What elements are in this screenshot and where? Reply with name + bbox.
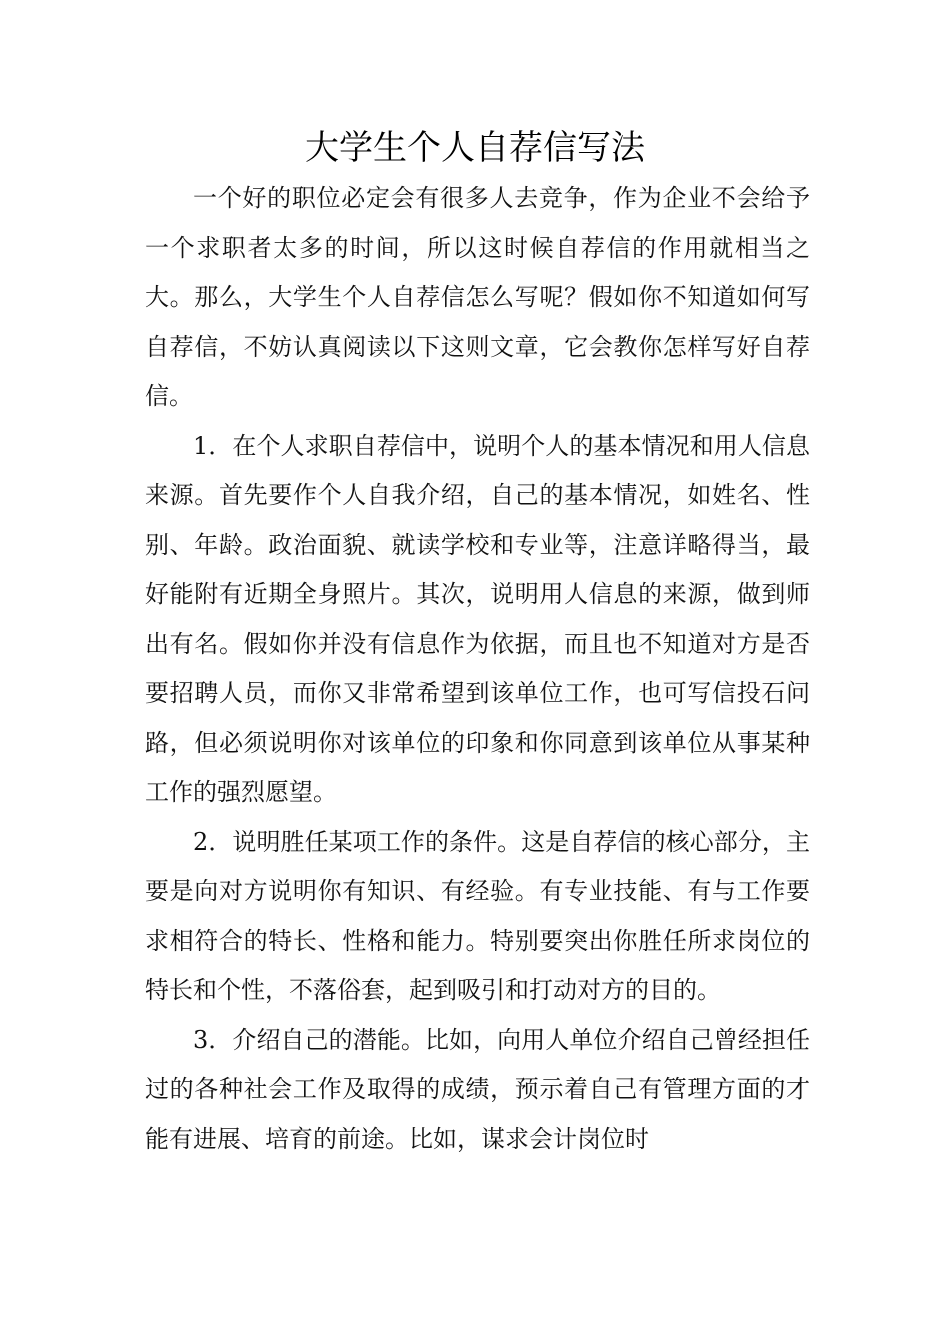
paragraph-point-2: 2．说明胜任某项工作的条件。这是自荐信的核心部分，主要是向对方说明你有知识、有经验。有专业技能、有与工作要求相符合的特长、性格和能力。特别要突出你胜任所求岗位的特长和个性，不落俗套，起到吸引和打动对方的目的。 — [145, 827, 810, 1004]
document-title: 大学生个人自荐信写法 — [305, 128, 645, 168]
paragraph-point-1: 1．在个人求职自荐信中，说明个人的基本情况和用人信息来源。首先要作个人自我介绍，自己的基本情况，如姓名、性别、年龄。政治面貌、就读学校和专业等，注意详略得当，最好能附有近期全身照片。其次，说明用人信息的来源，做到师出有名。假如你并没有信息作为依据，而且也不知道对方是否要招聘人员，而你又非常希望到该单位工作，也可写信投石问路，但必须说明你对该单位的印象和你同意到该单位从事某种工作的强烈愿望。 — [145, 431, 810, 806]
paragraph-point-3: 3．介绍自己的潜能。比如，向用人单位介绍自己曾经担任过的各种社会工作及取得的成绩，预示着自己有管理方面的才能有进展、培育的前途。比如，谋求会计岗位时 — [145, 1025, 810, 1153]
paragraph-intro: 一个好的职位必定会有很多人去竞争，作为企业不会给予一个求职者太多的时间，所以这时候自荐信的作用就相当之大。那么，大学生个人自荐信怎么写呢？假如你不知道如何写自荐信，不妨认真阅读以下这则文章，它会教你怎样写好自荐信。 — [145, 184, 810, 410]
document-body — [145, 174, 810, 1164]
